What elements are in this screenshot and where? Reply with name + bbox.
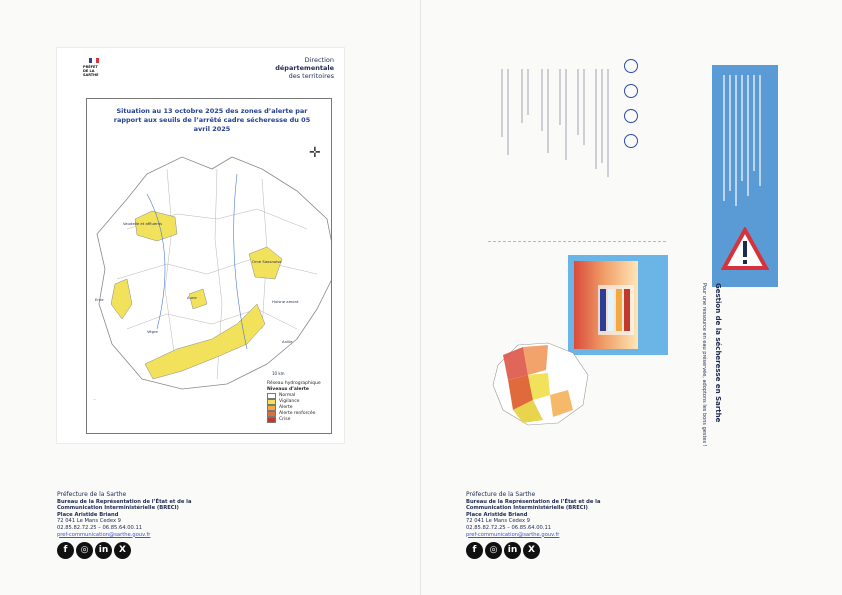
map-label: Erve <box>95 297 104 302</box>
legend-item: Crise <box>267 417 321 423</box>
map-label: Aune <box>187 295 197 300</box>
tip-icon <box>624 134 638 148</box>
social-links <box>466 542 600 559</box>
map-label: Anille <box>282 339 293 344</box>
facebook-icon[interactable]: f <box>466 542 483 559</box>
logo-line: PRÉFET <box>83 65 98 69</box>
page-fold <box>420 0 421 595</box>
tip-icon <box>624 84 638 98</box>
mini-department-map <box>488 335 598 430</box>
card-text-lines <box>718 71 768 211</box>
right-footer: Préfecture de la Sarthe Bureau de la Représentation de l’État et de la Communication Interministérielle (BRECI) Place Aristide Briand 72 041 Le Mans Cedex 9 02.85.82.72.25 – 06.85.64.00.11 pref-communication@sarthe.gouv.fr f ◎ in X <box>466 492 600 559</box>
separator <box>488 241 666 242</box>
info-card <box>712 65 778 287</box>
brochure-subtitle: Pour une ressource en eau préservée, adoptons les bons gestes ! <box>701 283 707 447</box>
email-link[interactable]: pref-communication@sarthe.gouv.fr <box>466 531 560 538</box>
instagram-icon[interactable]: ◎ <box>76 542 93 559</box>
tip-icon <box>624 109 638 123</box>
linkedin-icon[interactable]: in <box>504 542 521 559</box>
tips-icons <box>624 59 638 159</box>
map-sheet <box>57 48 344 443</box>
legend-item: Alerte renforcée <box>267 411 321 417</box>
linkedin-icon[interactable]: in <box>95 542 112 559</box>
map-label: Huisne amont <box>272 299 299 304</box>
facebook-icon[interactable]: f <box>57 542 74 559</box>
social-links <box>57 542 191 559</box>
x-icon[interactable]: X <box>114 542 131 559</box>
map-label: Vaudelle et affluents <box>123 221 163 226</box>
map-label: Vègre <box>147 329 158 334</box>
map-source: — <box>93 397 96 401</box>
direction-header: Direction départementale des territoires <box>275 56 334 80</box>
instagram-icon[interactable]: ◎ <box>485 542 502 559</box>
legend-item: Normal <box>267 393 321 399</box>
tip-icon <box>624 59 638 73</box>
tips-text-lines <box>488 65 618 185</box>
prefet-logo <box>83 58 105 77</box>
map-label: Orne Saosnoise <box>252 259 282 264</box>
brochure-sheet <box>468 55 788 445</box>
warning-icon <box>721 227 769 271</box>
map-title: Situation au 13 octobre 2025 des zones d’alerte par rapport aux seuils de l’arrêté cadre sécheresse du 05 avril 2025 <box>113 107 311 133</box>
logo-line: DE LA SARTHE <box>83 69 99 77</box>
scale-label: 10 km <box>272 371 285 376</box>
legend-item: Vigilance <box>267 399 321 405</box>
map-legend: Réseau hydrographique Niveaux d’alerte Normal Vigilance Alerte Alerte renforcée Crise <box>267 381 321 422</box>
left-footer: Préfecture de la Sarthe Bureau de la Représentation de l’État et de la Communication Interministérielle (BRECI) Place Aristide Briand 72 041 Le Mans Cedex 9 02.85.82.72.25 – 06.85.64.00.11 pref-communication@sarthe.gouv.fr f ◎ in X <box>57 492 191 559</box>
alert-table <box>598 285 634 335</box>
legend-item: Alerte <box>267 405 321 411</box>
email-link[interactable]: pref-communication@sarthe.gouv.fr <box>57 531 151 538</box>
compass-icon: ✛ <box>309 145 321 161</box>
map-frame <box>86 98 332 434</box>
x-icon[interactable]: X <box>523 542 540 559</box>
brochure-title: Gestion de la sécheresse en Sarthe <box>714 283 722 423</box>
